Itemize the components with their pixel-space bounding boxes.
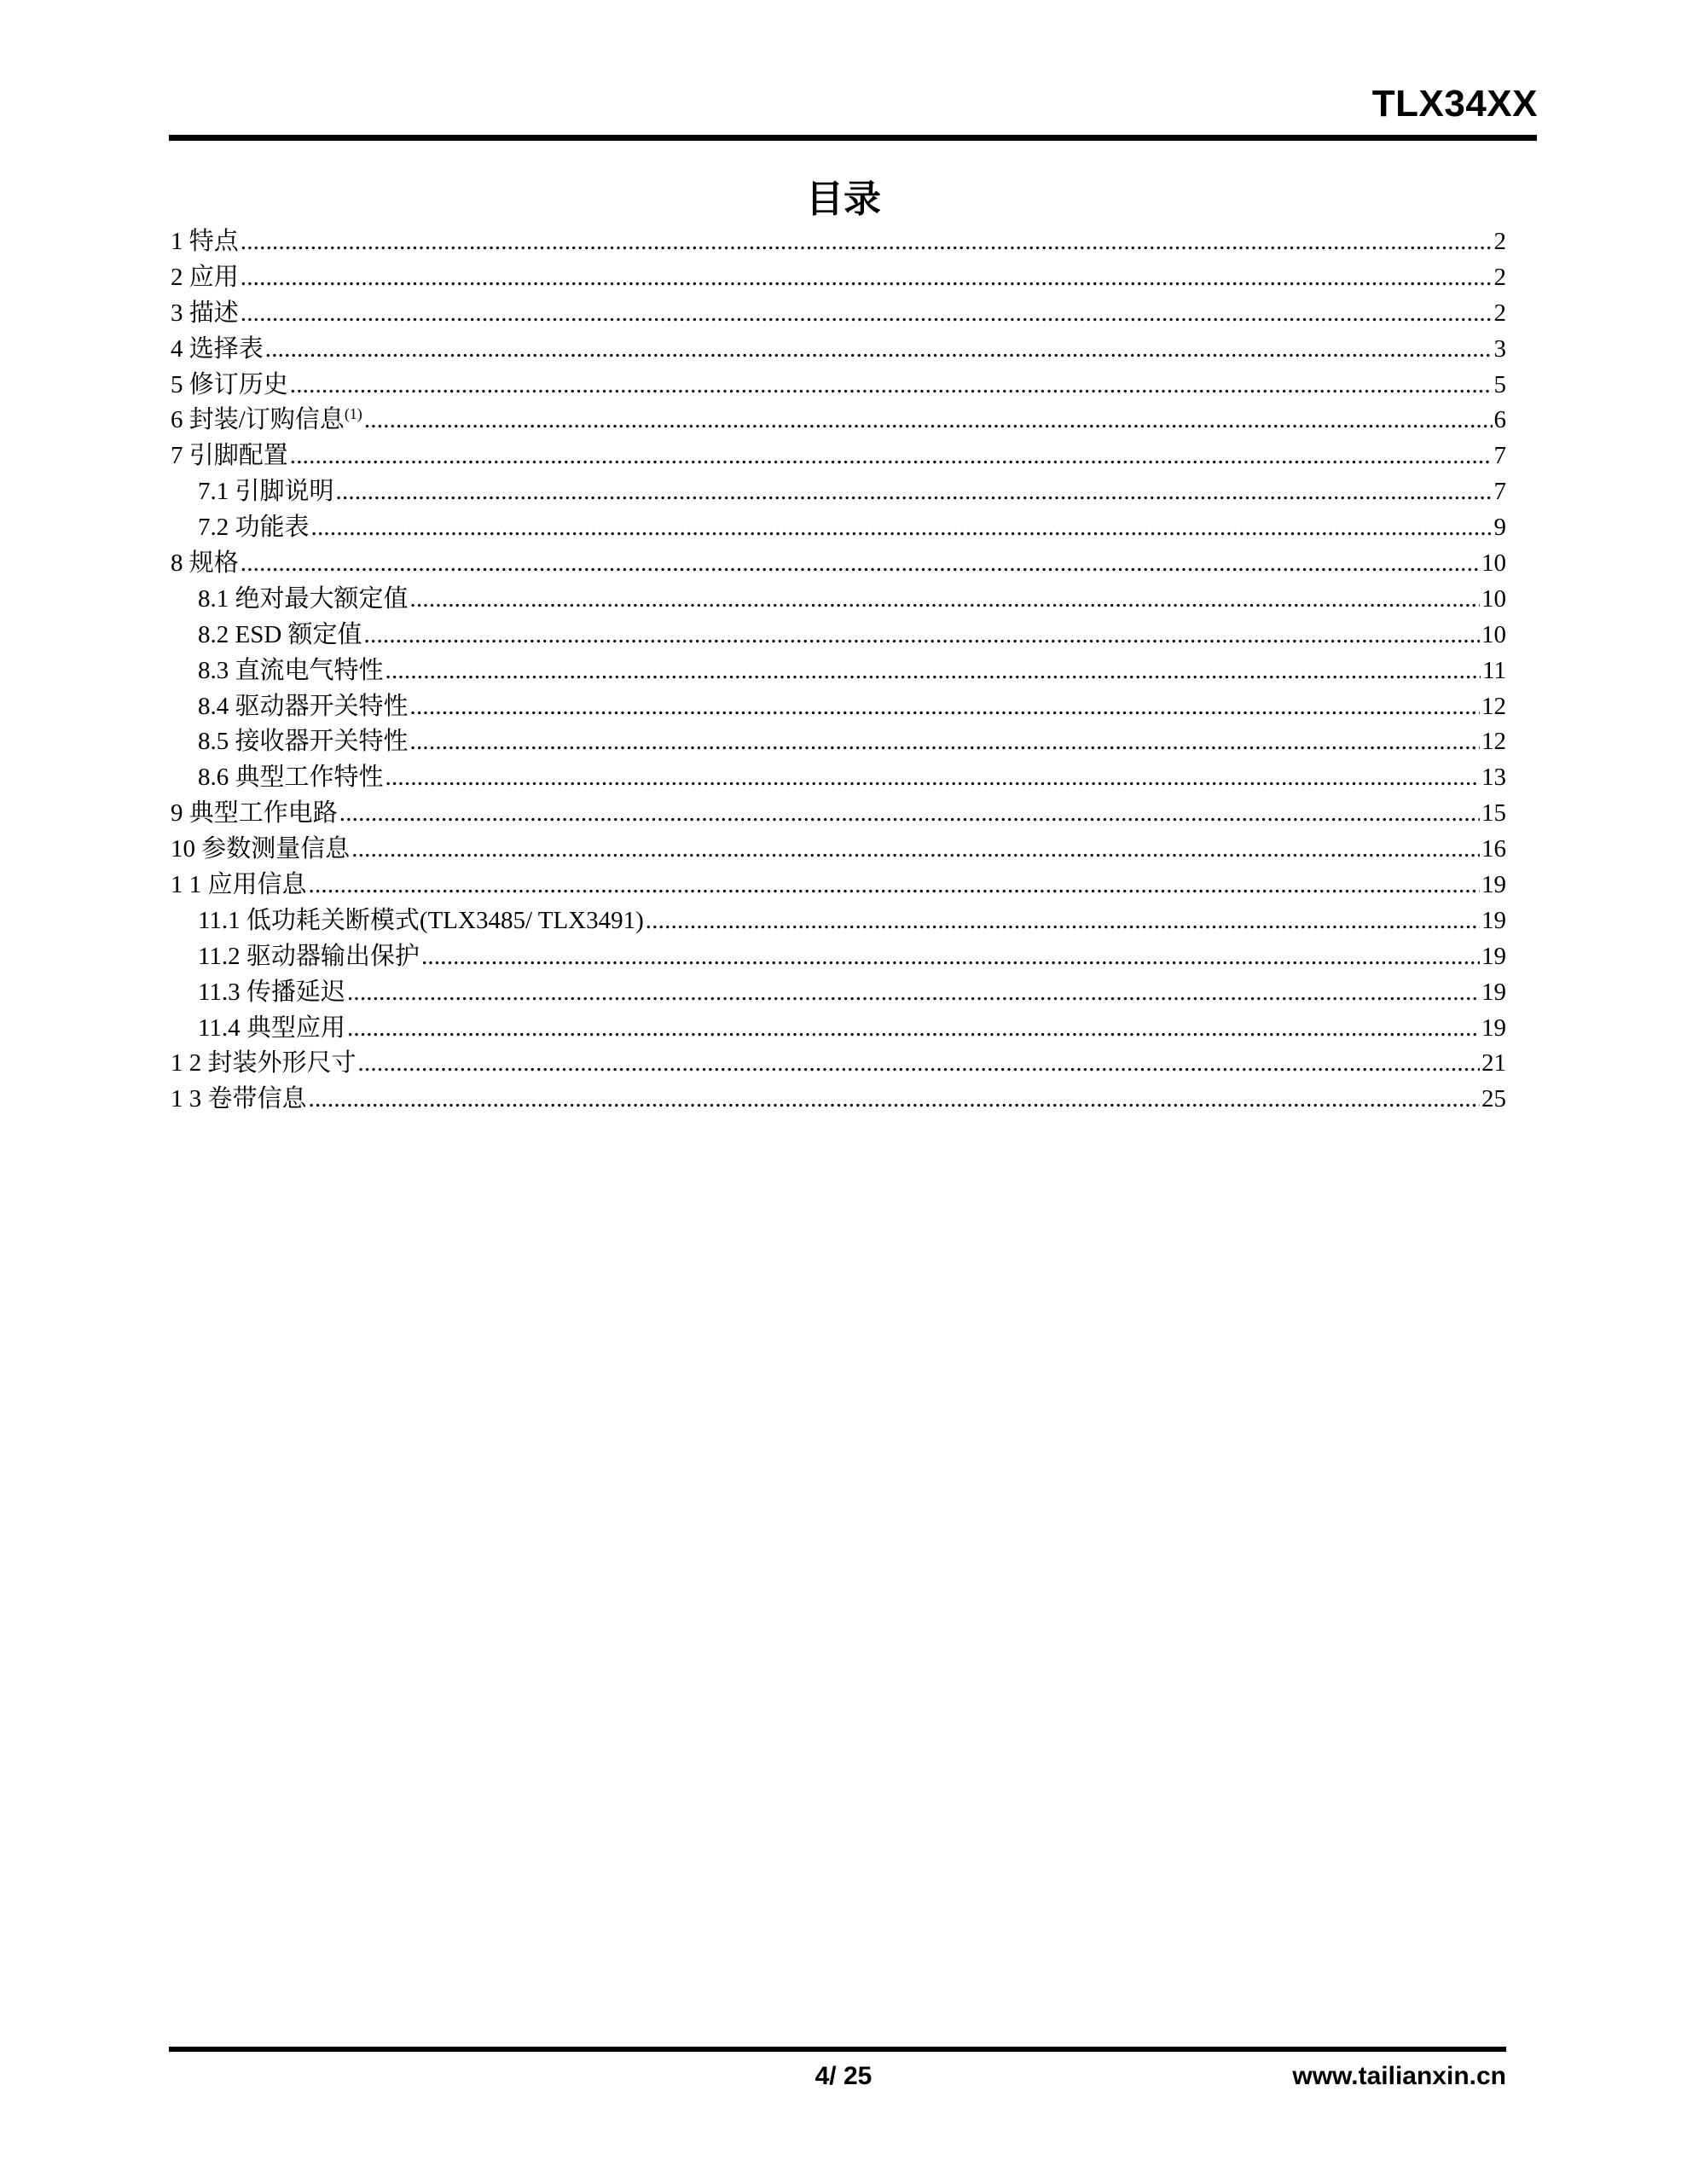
toc-entry-label-text: 4 选择表	[171, 334, 264, 363]
toc-entry-label-text: 7.1 引脚说明	[198, 478, 334, 506]
toc-dot-leader	[386, 653, 1481, 689]
header-rule	[169, 135, 1537, 141]
toc-entry[interactable]	[171, 474, 1506, 510]
toc-entry-page: 19	[1481, 1014, 1506, 1042]
toc-entry-label	[171, 546, 239, 582]
toc-entry[interactable]	[171, 546, 1506, 582]
toc-dot-leader	[364, 403, 1493, 439]
toc-entry[interactable]	[171, 760, 1506, 796]
toc-entry-page: 19	[1481, 906, 1506, 934]
toc-entry-label	[171, 832, 350, 868]
footer-rule	[169, 2047, 1506, 2052]
toc-entry-label	[171, 224, 239, 260]
toc-entry[interactable]	[171, 1082, 1506, 1118]
toc-dot-leader	[265, 332, 1493, 368]
toc-entry-label	[171, 868, 307, 903]
toc-entry-label	[198, 760, 384, 796]
toc-entry-label	[198, 903, 644, 939]
toc-entry-label-text: 1 1 应用信息	[171, 871, 307, 899]
toc-dot-leader	[311, 510, 1493, 546]
toc-entry-label-text: 1 2 封装外形尺寸	[171, 1049, 357, 1077]
toc-entry-page: 7	[1493, 442, 1506, 470]
toc-entry-page: 13	[1481, 764, 1506, 792]
toc-dot-leader	[646, 903, 1480, 939]
toc-dot-leader	[410, 689, 1480, 725]
toc-dot-leader	[351, 832, 1480, 868]
toc-entry-label	[198, 939, 420, 975]
toc-entry[interactable]	[171, 582, 1506, 618]
toc-entry-page: 2	[1493, 228, 1506, 255]
toc-heading: 目录	[806, 177, 881, 221]
toc-entry[interactable]	[171, 439, 1506, 474]
toc-entry-label-text: 8.4 驱动器开关特性	[198, 692, 409, 720]
toc-entry-label	[198, 618, 362, 653]
toc-dot-leader	[241, 260, 1493, 296]
toc-entry-label	[171, 796, 338, 832]
toc-entry-label-text: 9 典型工作电路	[171, 799, 338, 828]
toc-entry-label	[198, 724, 409, 760]
toc-dot-leader	[347, 975, 1480, 1011]
toc-entry-label-text: 8 规格	[171, 549, 239, 578]
toc-entry[interactable]	[171, 903, 1506, 939]
toc-entry-label	[171, 439, 288, 474]
toc-entry-page: 19	[1481, 871, 1506, 899]
toc-entry-label-text: 3 描述	[171, 299, 239, 327]
toc-entry-page: 9	[1493, 514, 1506, 542]
toc-entry[interactable]	[171, 939, 1506, 975]
footer-page-number: 4/ 25	[815, 2062, 872, 2090]
toc-entry-label	[198, 975, 345, 1011]
toc-entry-label	[171, 1046, 357, 1082]
toc-entry-label-text: 10 参数测量信息	[171, 835, 351, 863]
toc-dot-leader	[241, 546, 1480, 582]
toc-dot-leader	[309, 868, 1480, 903]
toc-dot-leader	[309, 1082, 1480, 1118]
toc-entry[interactable]	[171, 1046, 1506, 1082]
table-of-contents	[171, 224, 1506, 1118]
toc-entry-label	[171, 368, 288, 404]
toc-entry-page: 6	[1493, 406, 1506, 434]
toc-dot-leader	[358, 1046, 1480, 1082]
toc-entry-label-text: 1 3 卷带信息	[171, 1085, 307, 1113]
toc-entry[interactable]	[171, 653, 1506, 689]
toc-entry-label-text: 8.5 接收器开关特性	[198, 728, 409, 756]
toc-entry-page: 12	[1481, 692, 1506, 720]
toc-entry[interactable]	[171, 403, 1506, 439]
toc-entry-label	[198, 582, 409, 618]
toc-entry[interactable]	[171, 332, 1506, 368]
toc-dot-leader	[339, 796, 1480, 832]
toc-entry-page: 16	[1481, 835, 1506, 863]
toc-entry-label	[198, 1011, 345, 1047]
toc-entry[interactable]	[171, 689, 1506, 725]
toc-entry-label-text: 11.3 传播延迟	[198, 978, 345, 1006]
toc-entry-label-text: 8.1 绝对最大额定值	[198, 584, 409, 613]
toc-dot-leader	[290, 368, 1493, 404]
toc-entry[interactable]	[171, 296, 1506, 332]
toc-entry[interactable]	[171, 796, 1506, 832]
toc-entry-label-text: 6 封装/订购信息	[171, 406, 345, 434]
toc-entry-page: 10	[1481, 620, 1506, 648]
toc-entry-label-text: 8.3 直流电气特性	[198, 656, 384, 684]
toc-entry-label	[198, 510, 310, 546]
toc-entry-page: 15	[1481, 799, 1506, 828]
toc-entry[interactable]	[171, 868, 1506, 903]
toc-entry-label-text: 8.2 ESD 额定值	[198, 620, 362, 648]
document-product-name: TLX34XX	[1371, 83, 1538, 125]
toc-dot-leader	[386, 760, 1480, 796]
toc-entry-label	[171, 403, 362, 439]
toc-entry-label-text: 7.2 功能表	[198, 514, 310, 542]
toc-entry-label-text: 5 修订历史	[171, 370, 288, 398]
toc-entry[interactable]	[171, 975, 1506, 1011]
toc-entry-page: 2	[1493, 263, 1506, 291]
toc-dot-leader	[241, 224, 1493, 260]
toc-dot-leader	[336, 474, 1493, 510]
toc-dot-leader	[241, 296, 1493, 332]
footer-website[interactable]: www.tailianxin.cn	[1292, 2062, 1506, 2090]
toc-entry-page: 19	[1481, 942, 1506, 970]
toc-entry[interactable]	[171, 510, 1506, 546]
toc-entry-footnote-marker: (1)	[344, 405, 362, 423]
toc-entry-page: 12	[1481, 728, 1506, 756]
toc-entry-label	[198, 474, 334, 510]
toc-entry[interactable]	[171, 724, 1506, 760]
toc-entry-page: 3	[1493, 334, 1506, 363]
toc-entry-page: 11	[1482, 656, 1506, 684]
toc-entry[interactable]	[171, 1011, 1506, 1047]
toc-entry-label	[171, 1082, 307, 1118]
toc-entry-label-text: 1 特点	[171, 228, 239, 255]
toc-entry-label	[171, 260, 239, 296]
toc-entry-page: 2	[1493, 299, 1506, 327]
toc-entry-label-text: 11.1 低功耗关断模式(TLX3485/ TLX3491)	[198, 906, 644, 934]
toc-entry-label-text: 2 应用	[171, 263, 239, 291]
toc-dot-leader	[364, 618, 1480, 653]
toc-dot-leader	[421, 939, 1480, 975]
toc-entry-page: 5	[1493, 370, 1506, 398]
toc-entry-page: 19	[1481, 978, 1506, 1006]
toc-entry-label-text: 7 引脚配置	[171, 442, 288, 470]
toc-entry-label	[171, 296, 239, 332]
toc-entry-label-text: 11.4 典型应用	[198, 1014, 345, 1042]
toc-entry[interactable]	[171, 260, 1506, 296]
toc-entry[interactable]	[171, 618, 1506, 653]
toc-entry[interactable]	[171, 832, 1506, 868]
toc-entry-label	[198, 653, 384, 689]
toc-entry-page: 10	[1481, 584, 1506, 613]
toc-entry-label-text: 8.6 典型工作特性	[198, 764, 384, 792]
toc-entry[interactable]	[171, 224, 1506, 260]
toc-dot-leader	[290, 439, 1493, 474]
toc-dot-leader	[410, 724, 1480, 760]
toc-entry[interactable]	[171, 368, 1506, 404]
toc-entry-label	[198, 689, 409, 725]
toc-entry-page: 10	[1481, 549, 1506, 578]
toc-entry-label-text: 11.2 驱动器输出保护	[198, 942, 420, 970]
toc-dot-leader	[347, 1011, 1480, 1047]
toc-entry-label	[171, 332, 264, 368]
toc-entry-page: 21	[1481, 1049, 1506, 1077]
toc-entry-page: 25	[1481, 1085, 1506, 1113]
toc-dot-leader	[410, 582, 1480, 618]
toc-entry-page: 7	[1493, 478, 1506, 506]
